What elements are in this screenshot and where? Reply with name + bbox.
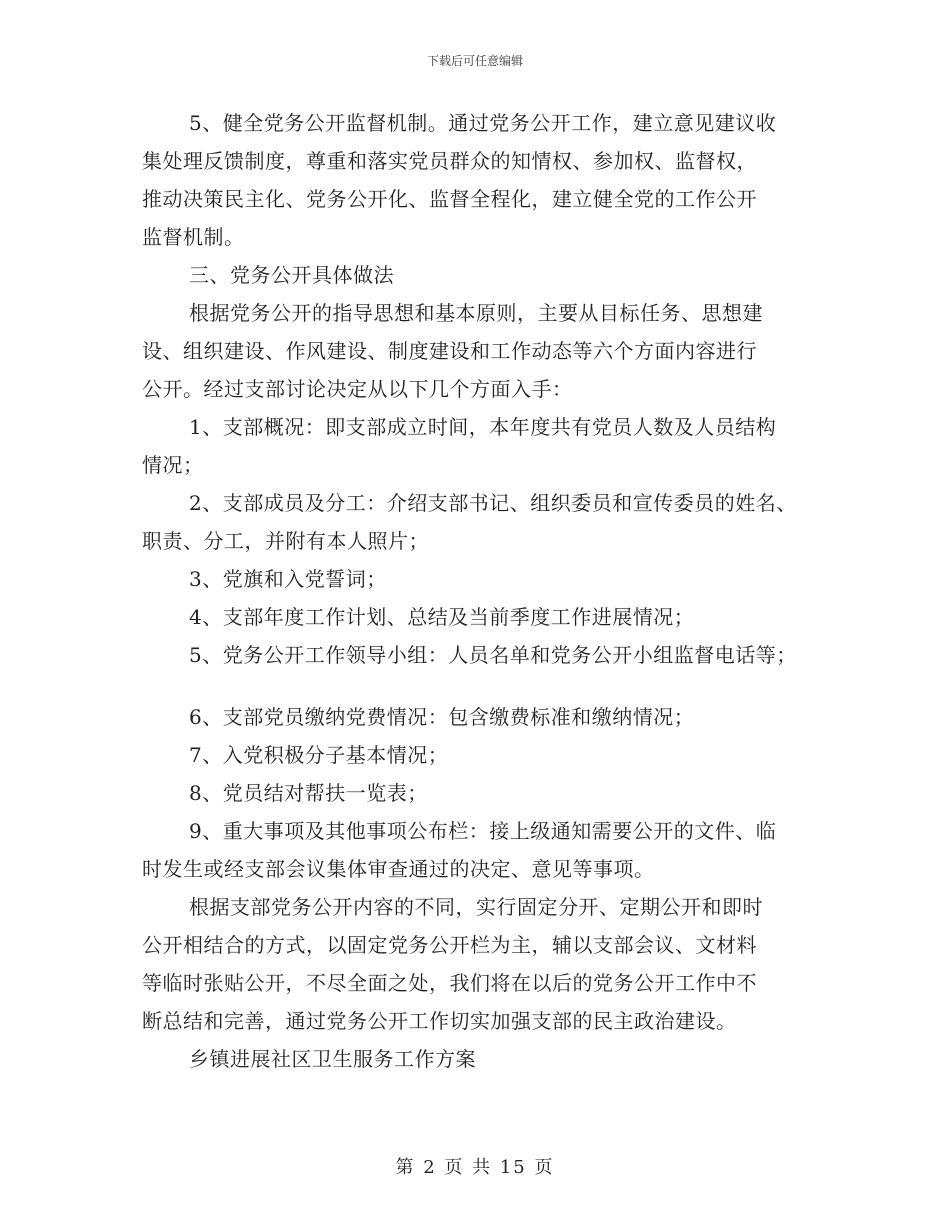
section-heading: 三、党务公开具体做法 xyxy=(189,263,394,287)
list-item: 5、党务公开工作领导小组：人员名单和党务公开小组监督电话等； xyxy=(189,643,797,667)
list-item: 2、支部成员及分工：介绍支部书记、组织委员和宣传委员的姓名、 xyxy=(189,491,797,515)
text-line: 根据支部党务公开内容的不同，实行固定分开、定期公开和即时 xyxy=(189,895,763,919)
list-item: 7、入党积极分子基本情况； xyxy=(189,743,449,767)
text-line: 等临时张贴公开，不尽全面之处，我们将在以后的党务公开工作中不 xyxy=(142,971,757,995)
list-item: 1、支部概况：即支部成立时间，本年度共有党员人数及人员结构 xyxy=(189,415,777,439)
list-item: 9、重大事项及其他事项公布栏：接上级通知需要公开的文件、临 xyxy=(189,819,777,843)
text-line: 监督机制。 xyxy=(142,225,245,249)
text-line: 公开。经过支部讨论决定从以下几个方面入手： xyxy=(142,377,573,401)
text-line: 情况； xyxy=(142,453,204,477)
text-line: 断总结和完善，通过党务公开工作切实加强支部的民主政治建设。 xyxy=(142,1009,737,1033)
list-item: 8、党员结对帮扶一览表； xyxy=(189,781,428,805)
text-line: 根据党务公开的指导思想和基本原则，主要从目标任务、思想建 xyxy=(189,301,763,325)
text-line: 推动决策民主化、党务公开化、监督全程化，建立健全党的工作公开 xyxy=(142,187,757,211)
page-number: 第 2 页 共 15 页 xyxy=(395,1157,555,1178)
text-line: 集处理反馈制度，尊重和落实党员群众的知情权、参加权、监督权， xyxy=(142,149,757,173)
list-item: 6、支部党员缴纳党费情况：包含缴费标准和缴纳情况； xyxy=(189,705,695,729)
section-heading: 乡镇进展社区卫生服务工作方案 xyxy=(189,1047,476,1071)
list-item: 3、党旗和入党誓词； xyxy=(189,567,387,591)
text-line: 职责、分工，并附有本人照片； xyxy=(142,529,429,553)
list-item: 4、支部年度工作计划、总结及当前季度工作进展情况； xyxy=(189,605,695,629)
text-line: 公开相结合的方式，以固定党务公开栏为主，辅以支部会议、文材料 xyxy=(142,933,757,957)
text-line: 时发生或经支部会议集体审查通过的决定、意见等事项。 xyxy=(142,857,655,881)
text-line: 设、组织建设、作风建设、制度建设和工作动态等六个方面内容进行 xyxy=(142,339,757,363)
text-line: 5、健全党务公开监督机制。通过党务公开工作，建立意见建议收 xyxy=(189,111,777,135)
page-header: 下载后可任意编辑 xyxy=(426,54,523,68)
